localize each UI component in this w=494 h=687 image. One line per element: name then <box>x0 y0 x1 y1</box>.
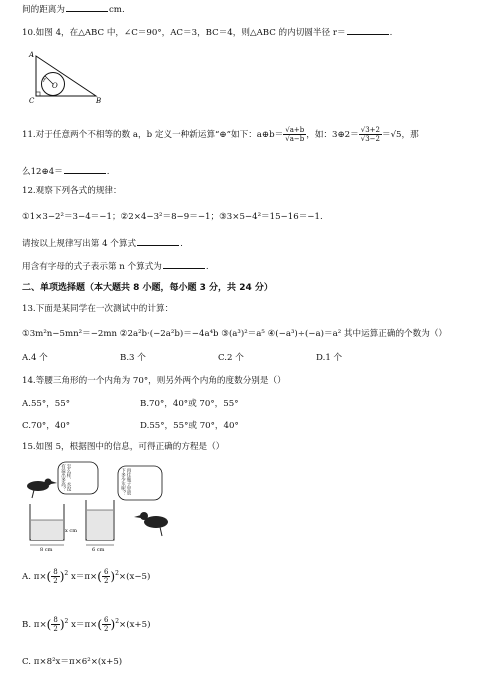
paren-open: ( <box>97 617 103 632</box>
vertex-b-label: B <box>96 97 102 105</box>
q10-text: 10.如图 4，在△ABC 中，∠C＝90°，AC＝3，BC＝4，则△ABC 的内切圆半径 r＝ <box>22 28 346 38</box>
fraction-numerator: 6 <box>103 568 109 576</box>
speech-bubble-1 <box>58 462 98 494</box>
crow-left-icon <box>27 479 57 499</box>
q13-option-a: A.4 个 <box>22 353 48 363</box>
q14-option-a: A.55°，55° <box>22 399 70 409</box>
q15-option-a <box>22 568 150 585</box>
paren-open: ( <box>46 617 52 632</box>
option-label: C. <box>22 657 32 667</box>
vertex-a-label: A <box>29 51 35 59</box>
question-12-title: 12.观察下列各式的规律： <box>22 186 122 196</box>
bubble-2-text: 再往瓶子里放下多少水呢？ <box>120 468 131 495</box>
top-line <box>22 2 125 16</box>
answer-blank <box>347 25 389 35</box>
q14-option-b: B.70°，40°或 70°，55° <box>140 399 239 409</box>
q11-text-c: ＝√5，那 <box>381 130 419 140</box>
speech-bubble-2 <box>118 466 162 500</box>
fraction-denominator: 2 <box>103 577 109 585</box>
question-13-title: 13.下面是某同学在一次测试中的计算： <box>22 304 174 314</box>
option-label: A. <box>22 572 31 582</box>
option-expr: ×(x+5) <box>119 620 151 630</box>
bottle-1-width: 8 cm <box>40 547 53 552</box>
paren-open: ( <box>46 569 52 584</box>
option-expr: x＝π× <box>70 572 98 582</box>
q15-option-c <box>22 656 122 668</box>
bubble-1-text: 怎么样，水没有溢出多高？ <box>60 464 71 491</box>
fraction-numerator: 8 <box>53 568 58 576</box>
q11-text-a: 11.对于任意两个不相等的数 a，b 定义一种新运算“⊕”如下：a⊕b＝ <box>22 130 284 140</box>
section-heading: 二、单项选择题（本大题共 8 小题，每小题 3 分，共 24 分） <box>22 283 273 293</box>
option-expr: x＝π× <box>71 620 98 630</box>
q12-ask2-text: 用含有字母的式子表示第 n 个算式为 <box>22 262 162 272</box>
bottle-1 <box>30 504 64 540</box>
q11-text-d: 么12⊕4＝ <box>22 167 63 177</box>
bottles-figure <box>20 460 180 552</box>
radius-label: r <box>43 77 46 84</box>
paren-close: ) <box>59 617 65 632</box>
q14-option-c: C.70°，40° <box>22 421 71 431</box>
answer-blank <box>163 259 205 269</box>
option-expr: ×(x−5) <box>118 572 151 582</box>
q12-ask1-text: 请按以上规律写出第 4 个算式 <box>22 239 137 249</box>
q14-option-d: D.55°，55°或 70°，40° <box>140 421 239 431</box>
fraction <box>102 616 110 633</box>
exponent: 2 <box>64 570 69 578</box>
answer-blank <box>137 236 179 246</box>
vertex-c-label: C <box>29 97 35 105</box>
fraction-numerator: √a+b <box>285 126 305 134</box>
exponent: 2 <box>64 618 69 626</box>
paren-close: ) <box>110 569 116 584</box>
option-label: B. <box>22 620 32 630</box>
exponent: 2 <box>115 618 120 626</box>
fraction-denominator: 2 <box>104 625 109 633</box>
question-12-formulas: ①1×3−2²＝3−4＝−1；②2×4−3²＝8−9＝−1；③3×5−4²＝15−16＝−1. <box>22 212 323 222</box>
top-text: 间的距离为 <box>22 5 65 15</box>
question-13-formulas: ①3m²n−5mn²＝−2mn ②2a²b·(−2a²b)＝−4a⁴b ③(a³)²＝a⁵ ④(−a³)÷(−a)＝a² 其中运算正确的个数为（） <box>22 329 448 339</box>
q11-fraction-2 <box>359 126 382 143</box>
q13-option-c: C.2 个 <box>218 353 244 363</box>
question-11 <box>22 126 419 143</box>
question-12-ask-2: 用含有字母的式子表示第 n 个算式为 . <box>22 259 209 273</box>
fraction <box>51 568 59 585</box>
option-expr: π× <box>33 620 47 630</box>
crow-right-icon <box>134 512 168 536</box>
question-15-title: 15.如图 5，根据图中的信息，可得正确的方程是（） <box>22 442 225 452</box>
bottle-1-height: x cm <box>65 528 77 534</box>
question-14-title: 14.等腰三角形的一个内角为 70°，则另外两个内角的度数分别是（） <box>22 376 286 386</box>
question-10: 10.如图 4，在△ABC 中，∠C＝90°，AC＝3，BC＝4，则△ABC 的内切圆半径 r＝ . <box>22 25 392 39</box>
exponent: 2 <box>115 570 119 578</box>
bottle-2 <box>86 500 114 540</box>
paren-close: ) <box>110 617 116 632</box>
fraction-numerator: √3+2 <box>360 126 380 134</box>
option-expr: π×8²x＝π×6²×(x+5) <box>33 657 123 667</box>
fraction-denominator: 2 <box>53 577 58 585</box>
q11-fraction-1 <box>283 126 306 143</box>
q13-option-b: B.3 个 <box>120 353 146 363</box>
fraction-numerator: 6 <box>104 616 109 624</box>
q13-option-d: D.1 个 <box>316 353 343 363</box>
fraction-denominator: √3−2 <box>360 135 380 143</box>
question-12-ask-1: 请按以上规律写出第 4 个算式 . <box>22 236 183 250</box>
q11-text-b: ，如：3⊕2＝ <box>306 130 359 140</box>
fraction-denominator: 2 <box>53 625 58 633</box>
top-unit: cm. <box>108 5 125 15</box>
bottle-2-width: 6 cm <box>92 547 105 552</box>
fraction <box>51 616 59 633</box>
paren-open: ( <box>97 569 102 584</box>
question-11-cont: 么12⊕4＝ . <box>22 164 110 178</box>
center-o-label: O <box>52 82 58 90</box>
option-expr: π× <box>33 572 47 582</box>
fraction-denominator: √a−b <box>285 135 305 143</box>
fraction-numerator: 8 <box>53 616 58 624</box>
paren-close: ) <box>59 569 65 584</box>
q15-option-b <box>22 616 150 633</box>
triangle-figure <box>28 48 104 106</box>
answer-blank <box>64 164 106 174</box>
answer-blank <box>66 2 108 12</box>
